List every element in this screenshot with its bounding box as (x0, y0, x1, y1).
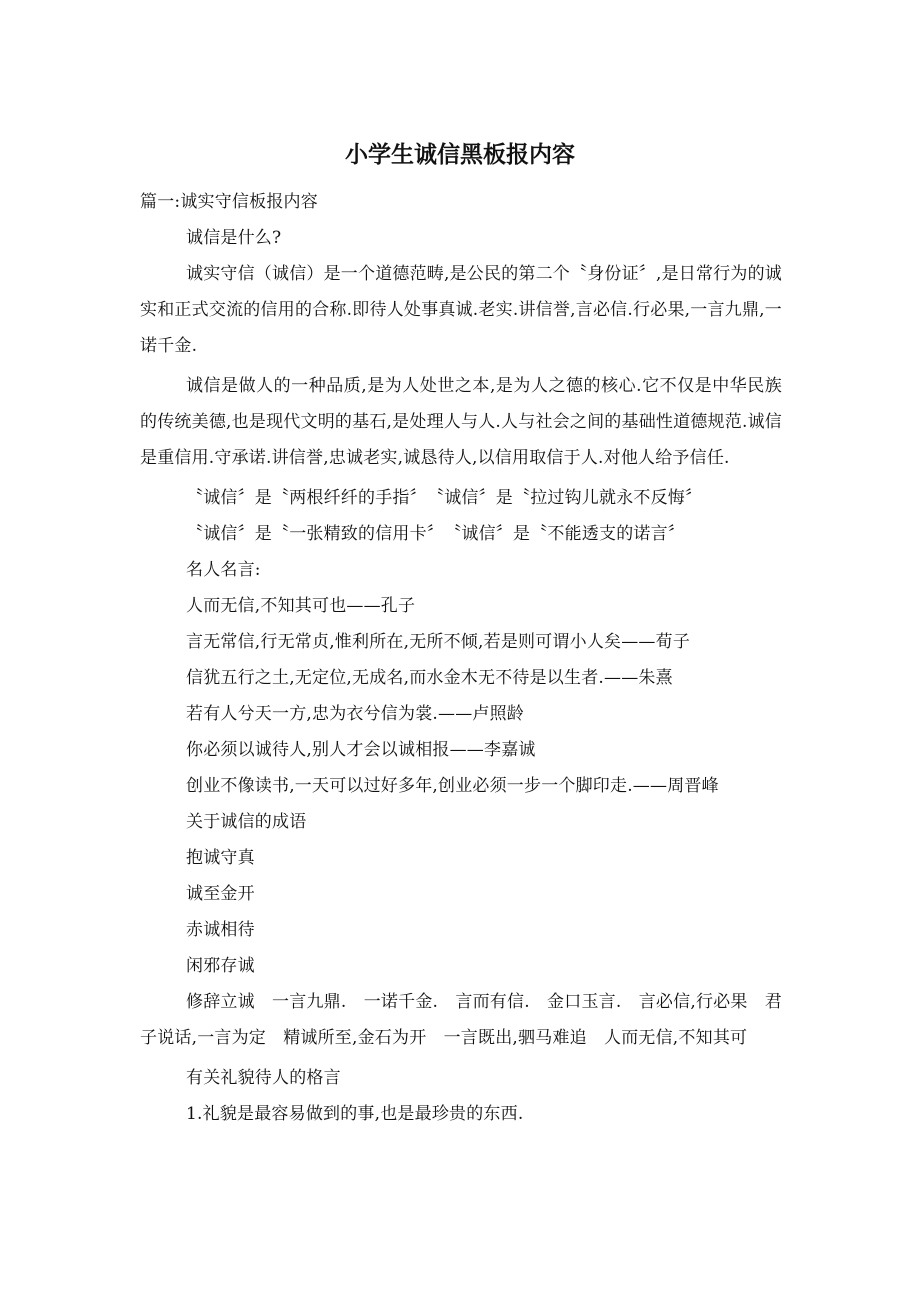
section-heading: 篇一:诚实守信板报内容 (140, 192, 318, 212)
etiquette-heading: 有关礼貌待人的格言 (186, 1068, 341, 1088)
quote-line: 人而无信,不知其可也——孔子 (186, 596, 416, 616)
quote-line: 创业不像读书,一天可以过好多年,创业必须一步一个脚印走.——周晋峰 (186, 776, 719, 796)
idioms-heading: 关于诚信的成语 (186, 812, 307, 832)
quote-line: 言无常信,行无常贞,惟利所在,无所不倾,若是则可谓小人矣——荀子 (186, 632, 691, 652)
document-title: 小学生诚信黑板报内容 (345, 141, 575, 168)
idiom-line: 赤诚相待 (186, 920, 255, 940)
quotes-heading: 名人名言: (186, 560, 261, 580)
etiquette-item: 1.礼貌是最容易做到的事,也是最珍贵的东西. (186, 1104, 524, 1124)
quote-line: 若有人兮天一方,忠为衣兮信为裳.——卢照龄 (186, 704, 525, 724)
quote-line: 信犹五行之土,无定位,无成名,而水金木无不待是以生者.——朱熹 (186, 668, 673, 688)
idiom-line: 诚至金开 (186, 884, 255, 904)
quote-line: 你必须以诚待人,别人才会以诚相报——李嘉诚 (186, 740, 536, 760)
idioms-paragraph: 修辞立诚 一言九鼎. 一诺千金. 言而有信. 金口玉言. 言必信,行必果 君子说话,一言为定 精诚所至,金石为开 一言既出,驷马难追 人而无信,不知其可 (140, 992, 782, 1048)
idiom-line: 闲邪存诚 (186, 956, 255, 976)
question-line: 诚信是什么? (186, 228, 282, 248)
paragraph-importance: 诚信是做人的一种品质,是为人处世之本,是为人之德的核心.它不仅是中华民族的传统美德,也是现代文明的基石,是处理人与人.人与社会之间的基础性道德规范.诚信是重信用.守承诺.讲信誉,忠诚老实,诚恳待人,以信用取信于人.对他人给予信任. (140, 376, 782, 468)
paragraph-definition: 诚实守信（诚信）是一个道德范畴,是公民的第二个〝身份证〞,是日常行为的诚实和正式交流的信用的合称.即待人处事真诚.老实.讲信誉,言必信.行必果,一言九鼎,一诺千金. (140, 264, 783, 356)
document-body (140, 184, 782, 1132)
idiom-line: 抱诚守真 (186, 848, 255, 868)
metaphor-line: 〝诚信〞是〝一张精致的信用卡〞 〝诚信〞是〝不能透支的诺言〞 (186, 524, 685, 544)
metaphor-line: 〝诚信〞是〝两根纤纤的手指〞 〝诚信〞是〝拉过钩儿就永不反悔〞 (186, 488, 703, 508)
